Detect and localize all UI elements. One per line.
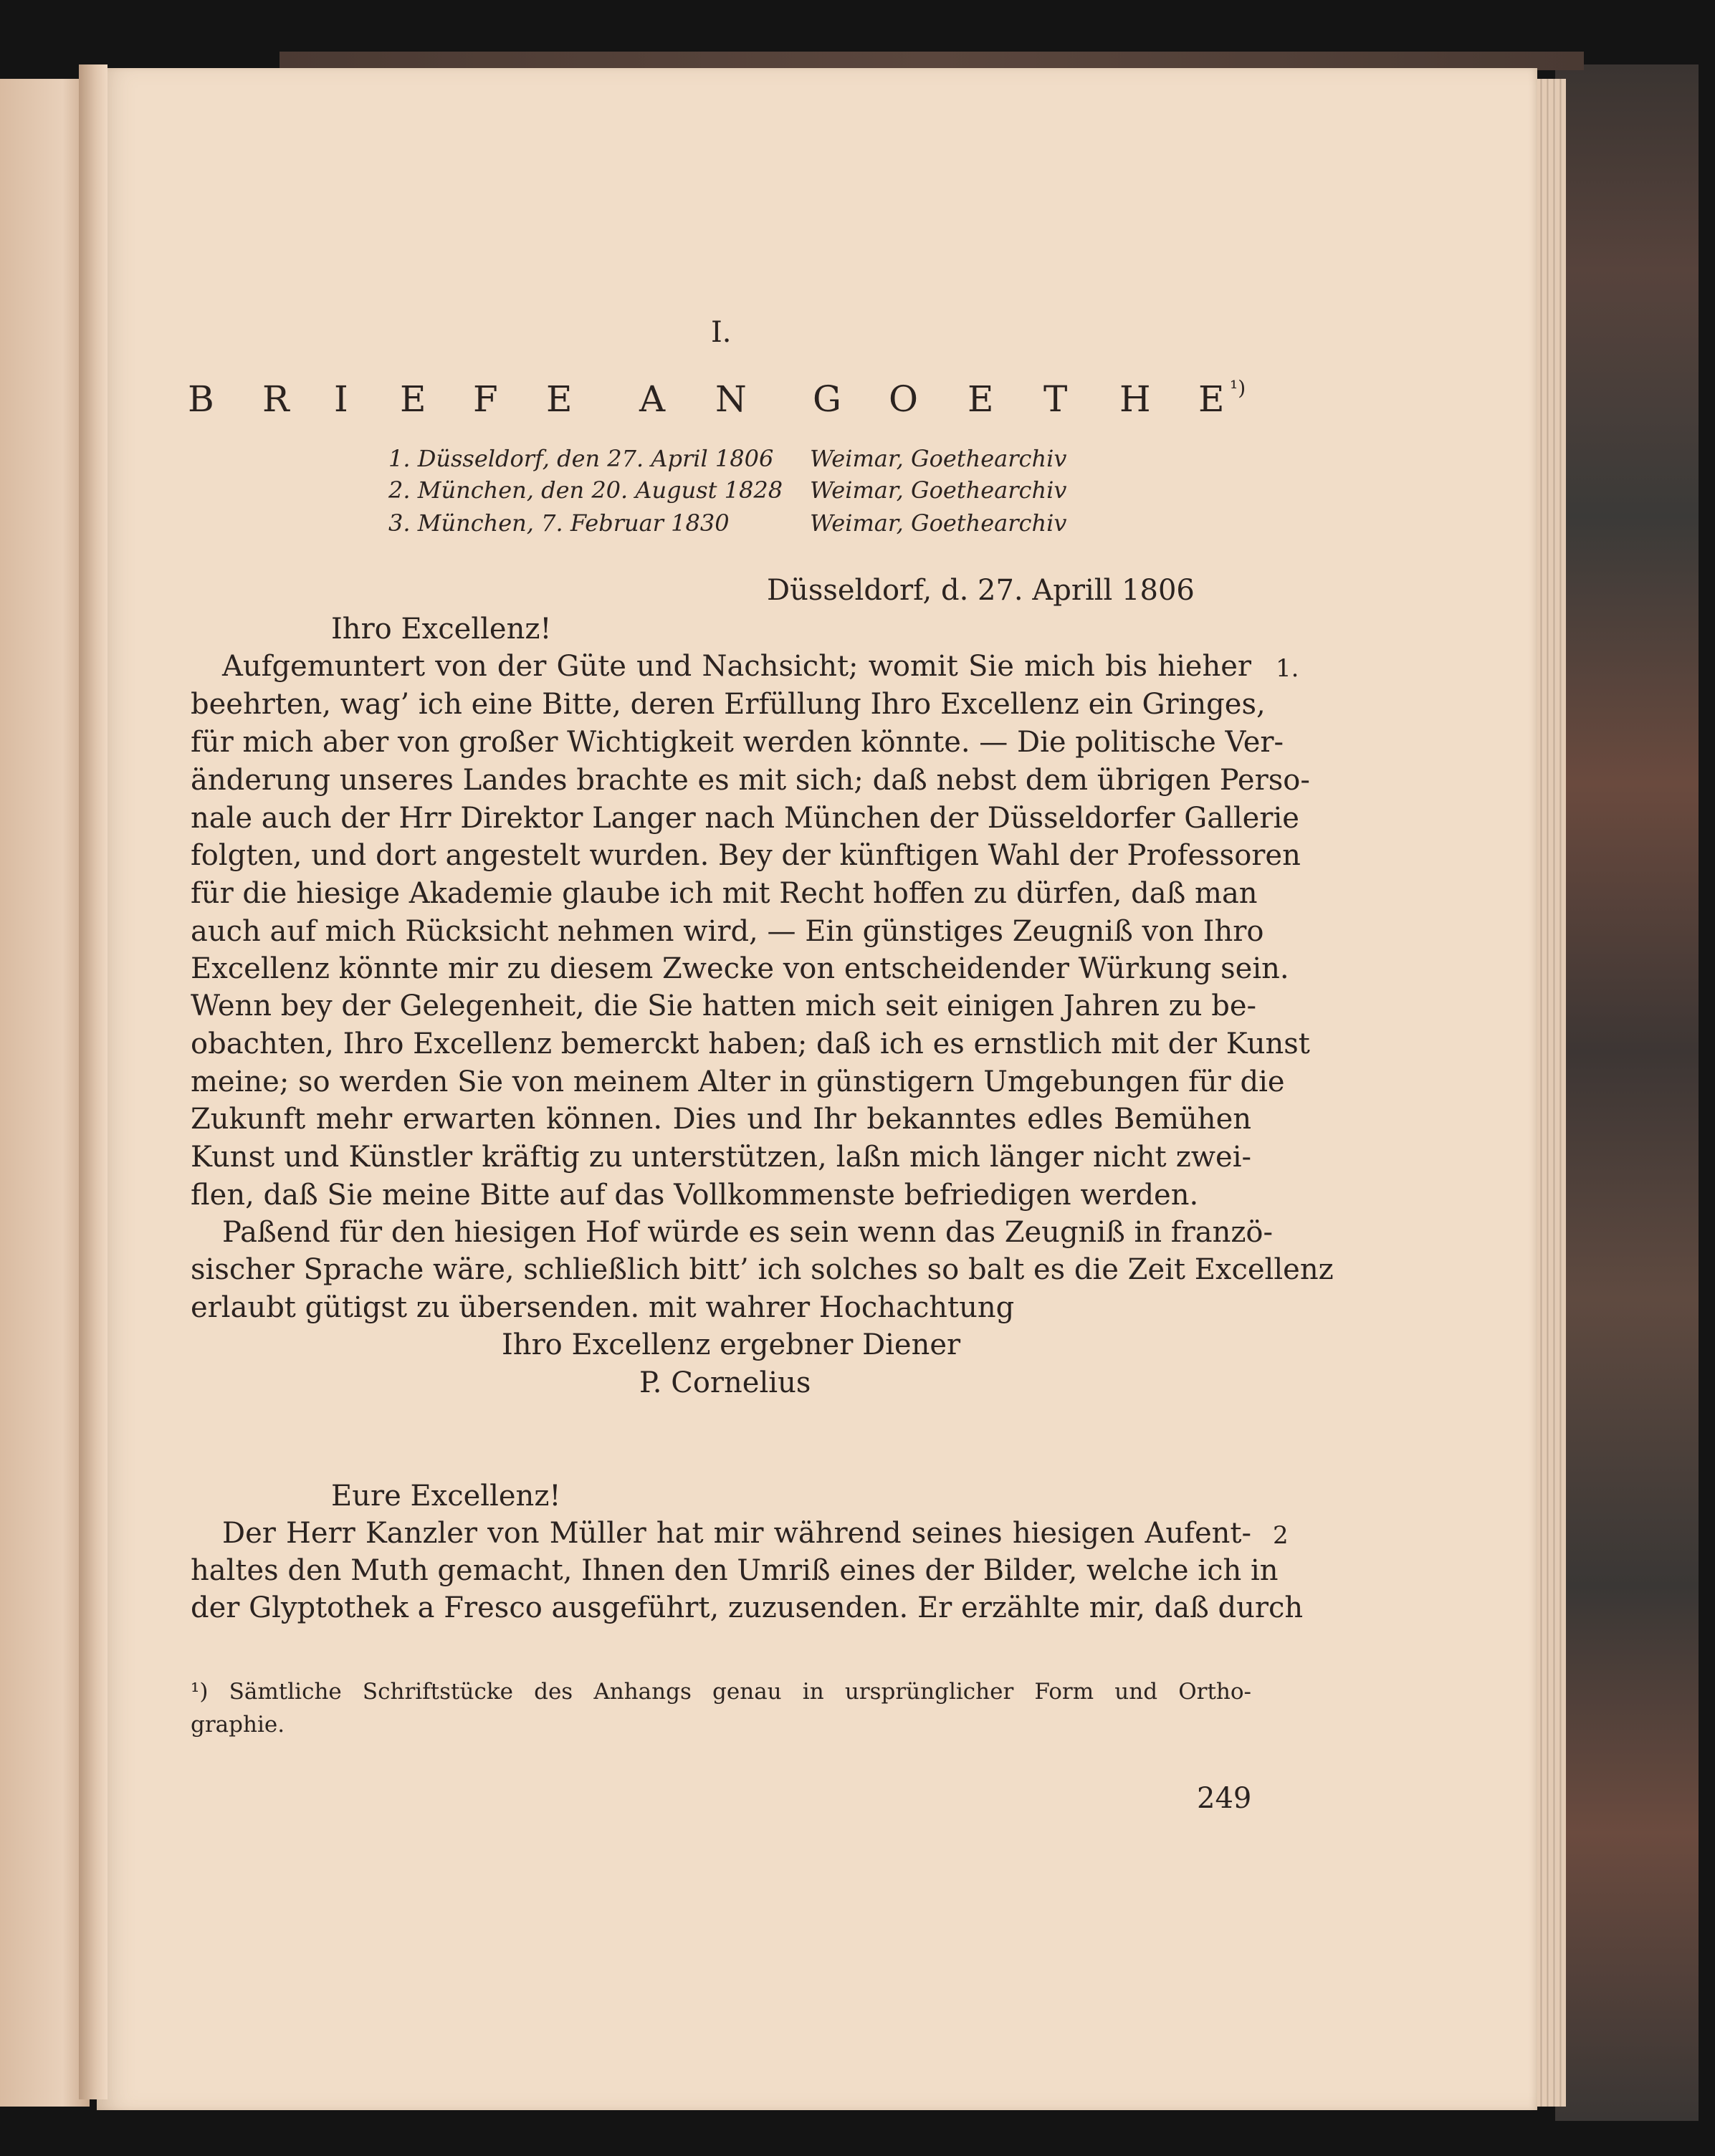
margin-number: 2 xyxy=(1273,1521,1289,1550)
title-letter: A xyxy=(639,378,666,420)
title-letter: T xyxy=(1043,378,1068,420)
title-letter: H xyxy=(1119,378,1151,420)
letter-salutation: Eure Excellenz! xyxy=(331,1480,561,1513)
text-line: Kunst und Künstler kräftig zu unterstützen, laßn mich länger nicht zwei- xyxy=(191,1141,1251,1174)
text-line: auch auf mich Rücksicht nehmen wird, — Ein günstiges Zeugniß von Ihro xyxy=(191,915,1264,948)
title-letter: G xyxy=(813,378,841,420)
text-line: Wenn bey der Gelegenheit, die Sie hatten mich seit einigen Jahren zu be- xyxy=(191,990,1257,1022)
text-line: flen, daß Sie meine Bitte auf das Vollkommenste befriedigen werden. xyxy=(191,1179,1199,1212)
marbled-cover-edge xyxy=(1555,64,1699,2121)
text-line: Zukunft mehr erwarten können. Dies und Ihr bekanntes edles Bemühen xyxy=(191,1103,1251,1136)
text-line: für die hiesige Akademie glaube ich mit Recht hoffen zu dürfen, daß man xyxy=(191,877,1258,910)
source-entry: 3. München, 7. Februar 1830 xyxy=(388,509,730,537)
title-footnote-mark: ¹) xyxy=(1230,376,1246,400)
source-archive: Weimar, Goethearchiv xyxy=(810,476,1067,504)
margin-number: 1. xyxy=(1276,654,1299,683)
source-entry: 2. München, den 20. August 1828 xyxy=(388,476,783,504)
title-letter: I xyxy=(334,378,348,420)
text-line: Excellenz könnte mir zu diesem Zwecke von entscheidender Würkung sein. xyxy=(191,952,1289,985)
text-line: haltes den Muth gemacht, Ihnen den Umriß eines der Bilder, welche ich in xyxy=(191,1554,1279,1587)
text-line: obachten, Ihro Excellenz bemerckt haben; daß ich es ernstlich mit der Kunst xyxy=(191,1027,1310,1060)
page-gutter xyxy=(79,64,108,2099)
title-letter: R xyxy=(262,378,290,420)
text-line: meine; so werden Sie von meinem Alter in günstigern Umgebungen für die xyxy=(191,1065,1285,1098)
title-letter: E xyxy=(968,378,994,420)
title-letter: B xyxy=(188,378,214,420)
text-line: nale auch der Hrr Direktor Langer nach München der Düsseldorfer Gallerie xyxy=(191,802,1299,835)
left-page-edge xyxy=(0,79,90,2107)
text-line: erlaubt gütigst zu übersenden. mit wahrer Hochachtung xyxy=(191,1291,1015,1324)
text-line: der Glyptothek a Fresco ausgeführt, zuzusenden. Er erzählte mir, daß durch xyxy=(191,1591,1304,1624)
letter-salutation: Ihro Excellenz! xyxy=(331,613,552,646)
text-line: folgten, und dort angestelt wurden. Bey der künftigen Wahl der Professoren xyxy=(191,839,1301,872)
title-letter: E xyxy=(1198,378,1225,420)
footnote-line: graphie. xyxy=(191,1712,285,1738)
source-archive: Weimar, Goethearchiv xyxy=(810,509,1067,537)
text-line: sischer Sprache wäre, schließlich bitt’ ich solches so balt es die Zeit Excellenz xyxy=(191,1253,1334,1286)
source-entry: 1. Düsseldorf, den 27. April 1806 xyxy=(388,445,774,472)
text-line: änderung unseres Landes brachte es mit sich; daß nebst dem übrigen Perso- xyxy=(191,764,1310,797)
letter-dateline: Düsseldorf, d. 27. Aprill 1806 xyxy=(767,574,1195,607)
text-line: beehrten, wag’ ich eine Bitte, deren Erfüllung Ihro Excellenz ein Gringes, xyxy=(191,688,1266,721)
title-letter: F xyxy=(473,378,498,420)
letter-closing: Ihro Excellenz ergebner Diener xyxy=(502,1328,961,1361)
footnote-line: ¹) Sämtliche Schriftstücke des Anhangs genau in ursprünglicher Form und Ortho- xyxy=(191,1679,1251,1705)
letter-signature: P. Cornelius xyxy=(639,1366,811,1399)
text-line: Aufgemuntert von der Güte und Nachsicht; womit Sie mich bis hieher xyxy=(222,650,1251,683)
text-line: Der Herr Kanzler von Müller hat mir während seines hiesigen Aufent- xyxy=(222,1517,1251,1550)
title-letter: E xyxy=(400,378,426,420)
source-archive: Weimar, Goethearchiv xyxy=(810,445,1067,472)
text-line: Paßend für den hiesigen Hof würde es sein wenn das Zeugniß in franzö- xyxy=(222,1216,1274,1249)
title-letter: O xyxy=(889,378,918,420)
text-line: für mich aber von großer Wichtigkeit werden könnte. — Die politische Ver- xyxy=(191,726,1284,759)
title-letter: N xyxy=(715,378,747,420)
chapter-number: I. xyxy=(711,316,732,349)
page-number: 249 xyxy=(1197,1782,1252,1815)
title-letter: E xyxy=(546,378,573,420)
